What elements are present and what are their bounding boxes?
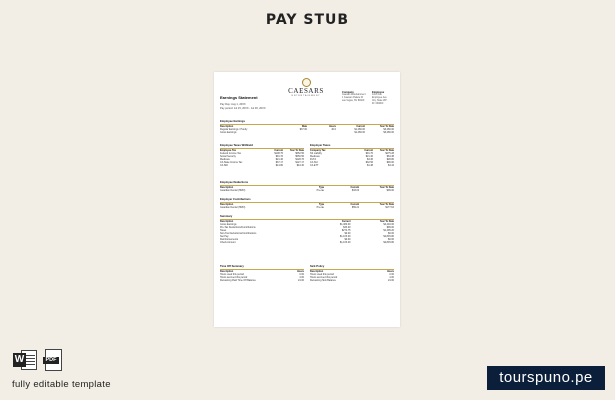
table-cell: Remaining Sick Balance [310, 279, 336, 283]
editable-caption: fully editable template [12, 379, 111, 390]
table-cell: Social Security [220, 155, 236, 159]
table-cell: Pre-Tax Deductions/Contributions [220, 226, 256, 230]
table-cell: $32.56 [365, 161, 373, 165]
table-cell: $2,845.80 [383, 241, 394, 245]
deductions-section [220, 181, 394, 192]
table-cell: Employee Tax [220, 149, 236, 153]
pay-day: Pay Day: Aug 1, 20XX [220, 103, 246, 106]
employee-line: Employee Ave [372, 97, 387, 99]
table-cell: Year To Date [379, 125, 394, 129]
table-cell: Description [220, 125, 234, 129]
table-cell: $1,163.00 [339, 241, 351, 245]
table-cell: $4,440.00 [383, 223, 394, 227]
table-cell: CA State Income Tax [220, 161, 243, 165]
table-cell: $90.00 [386, 161, 394, 165]
format-icons [13, 349, 63, 371]
table-cell: $1,495.20 [383, 229, 394, 233]
brand-badge[interactable]: tourspuno.pe [487, 366, 605, 390]
table-cell: Hours used this period [310, 273, 334, 277]
table-cell: $99.00 [386, 226, 394, 230]
table-cell: $0.00 [344, 232, 351, 236]
word-letter: W [14, 354, 25, 365]
table-cell [307, 131, 336, 134]
table-cell: $91.76 [365, 152, 373, 156]
table-cell: Current [350, 203, 360, 207]
table-cell: $64.38 [386, 155, 394, 159]
table-cell: Description [220, 203, 234, 207]
table-row [220, 164, 304, 167]
company-label: Company [342, 91, 354, 94]
employee-line: John Doe [372, 94, 382, 97]
pay-stub-document [214, 72, 400, 327]
table-cell: 24.00 [298, 279, 304, 283]
table-cell: $21.46 [365, 155, 373, 159]
table-cell: Company Tax [310, 149, 326, 153]
table-cell: CA SDI [220, 164, 228, 168]
table-cell: Current [350, 186, 360, 190]
table-cell: $0.00 [388, 232, 394, 236]
table-cell: Type [318, 203, 325, 207]
table-cell: Current [341, 220, 351, 224]
table-cell: Non-Tax Deductions/Contributions [220, 232, 257, 236]
table-cell: Description [310, 270, 324, 274]
table-cell: FUTA [310, 158, 317, 162]
table-row [310, 164, 394, 167]
logo-emblem-icon [302, 78, 311, 87]
table-cell: Year To Date [379, 186, 394, 190]
table-cell: Type [318, 186, 325, 190]
section-title: Employee Earnings [220, 120, 394, 125]
section-title: Employee Deductions [220, 181, 394, 186]
earnings-section [220, 120, 394, 134]
employer-taxes-section [310, 144, 394, 167]
table-cell: $1,480.00 [354, 128, 365, 132]
table-row [220, 189, 394, 192]
table-row [220, 206, 394, 209]
table-cell: 0.00 [299, 273, 304, 277]
table-cell: Medicare [310, 155, 320, 159]
sick-policy-section [310, 265, 394, 282]
table-cell: Remaining Paid Time Off Balance [220, 279, 256, 283]
table-cell [278, 131, 307, 134]
page-title: PAY STUB [265, 12, 350, 28]
summary-section [220, 215, 394, 244]
table-cell: Guardian Dental (HMO) [220, 206, 246, 210]
table-cell: Net Pay [220, 235, 229, 239]
table-cell: $177.63 [385, 206, 394, 210]
section-title: Time Off Summary [220, 265, 304, 270]
table-cell: Current [356, 125, 365, 129]
table-row [220, 241, 394, 244]
table-row [220, 279, 304, 282]
table-cell: $1,163.00 [339, 235, 351, 239]
table-cell: $0.00 [344, 238, 351, 242]
table-cell: $3,480.00 [383, 131, 394, 135]
table-cell: Rate [301, 125, 307, 129]
table-cell: $2,845.80 [383, 235, 394, 239]
table-cell: Federal Income Tax [220, 152, 241, 156]
table-cell: $1,480.00 [354, 131, 365, 135]
table-cell: Year To Date [379, 149, 394, 153]
table-cell: 4.00 [389, 276, 394, 280]
table-cell: Regular Earnings / Hourly [220, 128, 248, 132]
pay-period: Pay period: Jul 15, 20XX - Jul 30, 20XX [220, 107, 266, 110]
table-cell: SS Liability [310, 152, 322, 156]
table-cell: Pre-tax [316, 206, 325, 210]
table-cell: Year To Date [289, 149, 304, 153]
table-cell: $275.28 [385, 152, 394, 156]
table-cell: $33.00 [351, 189, 360, 193]
table-cell: Guardian Dental (HMO) [220, 189, 246, 193]
table-cell: $37.17 [275, 161, 283, 165]
table-cell: $128.76 [295, 158, 304, 162]
pdf-document-icon [43, 349, 63, 371]
employee-taxes-section [220, 144, 304, 167]
logo-name: CAESARS [288, 87, 324, 95]
table-cell: $652.56 [295, 152, 304, 156]
table-cell: $1,480.00 [339, 223, 351, 227]
table-cell: Reimbursements [220, 238, 239, 242]
section-title: Employer Taxes [310, 144, 394, 149]
section-title: Employer Contributions [220, 198, 394, 203]
table-cell: CA SUI [310, 161, 318, 165]
table-cell: $108.76 [274, 152, 283, 156]
table-cell: $33.00 [343, 226, 351, 230]
table-cell: $3.36 [367, 158, 373, 162]
logo-tagline: ENTERTAINMENT [291, 95, 321, 97]
table-cell: $4.44 [388, 164, 394, 168]
table-cell: Year To Date [379, 220, 394, 224]
employee-line: City, State ZIP [372, 99, 387, 102]
table-cell: $0.00 [388, 238, 394, 242]
table-cell: $28.80 [386, 158, 394, 162]
table-cell: Hours [329, 125, 336, 129]
table-cell: Year To Date [379, 203, 394, 207]
table-cell: 24.00 [388, 279, 394, 283]
table-cell: Gross Earnings [220, 223, 237, 227]
table-cell: $91.76 [275, 155, 283, 159]
table-cell: $14.80 [275, 164, 283, 168]
employee-line: ID: 000000 [372, 102, 384, 105]
table-cell: Gross Earnings [220, 131, 237, 135]
table-cell: 40.0 [331, 128, 336, 132]
company-line: 1 Caesars Palace Dr [342, 97, 364, 99]
table-cell: Hours used this period [220, 273, 244, 277]
table-cell: CA ETT [310, 164, 319, 168]
table-cell: Check Amount [220, 241, 236, 245]
table-cell: $550.56 [295, 155, 304, 159]
company-line: Las Vegas, NV 89109 [342, 99, 365, 102]
table-cell: $127.17 [295, 161, 304, 165]
table-cell: $1.48 [367, 164, 373, 168]
table-row [310, 279, 394, 282]
table-cell: Description [220, 270, 234, 274]
employee-label: Employee [372, 91, 385, 94]
pdf-label: PDF [43, 357, 59, 364]
table-cell: Description [220, 220, 234, 224]
time-off-section [220, 265, 304, 282]
company-line: Caesars Entertainment [342, 94, 366, 97]
table-cell: Pre-tax [316, 189, 325, 193]
table-row [220, 131, 394, 134]
section-title: Sick Policy [310, 265, 394, 270]
table-cell: 0.00 [389, 273, 394, 277]
table-cell: Description [220, 186, 234, 190]
table-cell: $3,480.00 [383, 128, 394, 132]
table-cell: Hours [387, 270, 394, 274]
table-cell: $44.40 [296, 164, 304, 168]
table-cell: 4.00 [299, 276, 304, 280]
table-cell: $274.75 [341, 229, 351, 233]
table-cell: $37.00 [299, 128, 307, 132]
table-cell: Taxes [220, 229, 227, 233]
contributions-section [220, 198, 394, 209]
table-cell: $59.21 [351, 206, 360, 210]
table-cell: $99.00 [386, 189, 394, 193]
table-cell: Hours accrued this period [310, 276, 338, 280]
section-title: Employee Taxes Withheld [220, 144, 304, 149]
section-title: Summary [220, 215, 394, 220]
employee-block [372, 91, 398, 106]
company-block [342, 91, 366, 103]
table-cell: Medicare [220, 158, 230, 162]
table-cell: $21.46 [275, 158, 283, 162]
table-cell: Hours [297, 270, 304, 274]
table-cell: Hours accrued this period [220, 276, 248, 280]
table-cell: Current [364, 149, 373, 153]
word-document-icon [13, 349, 37, 371]
table-cell: Current [274, 149, 283, 153]
statement-title: Earnings Statement [220, 95, 258, 100]
